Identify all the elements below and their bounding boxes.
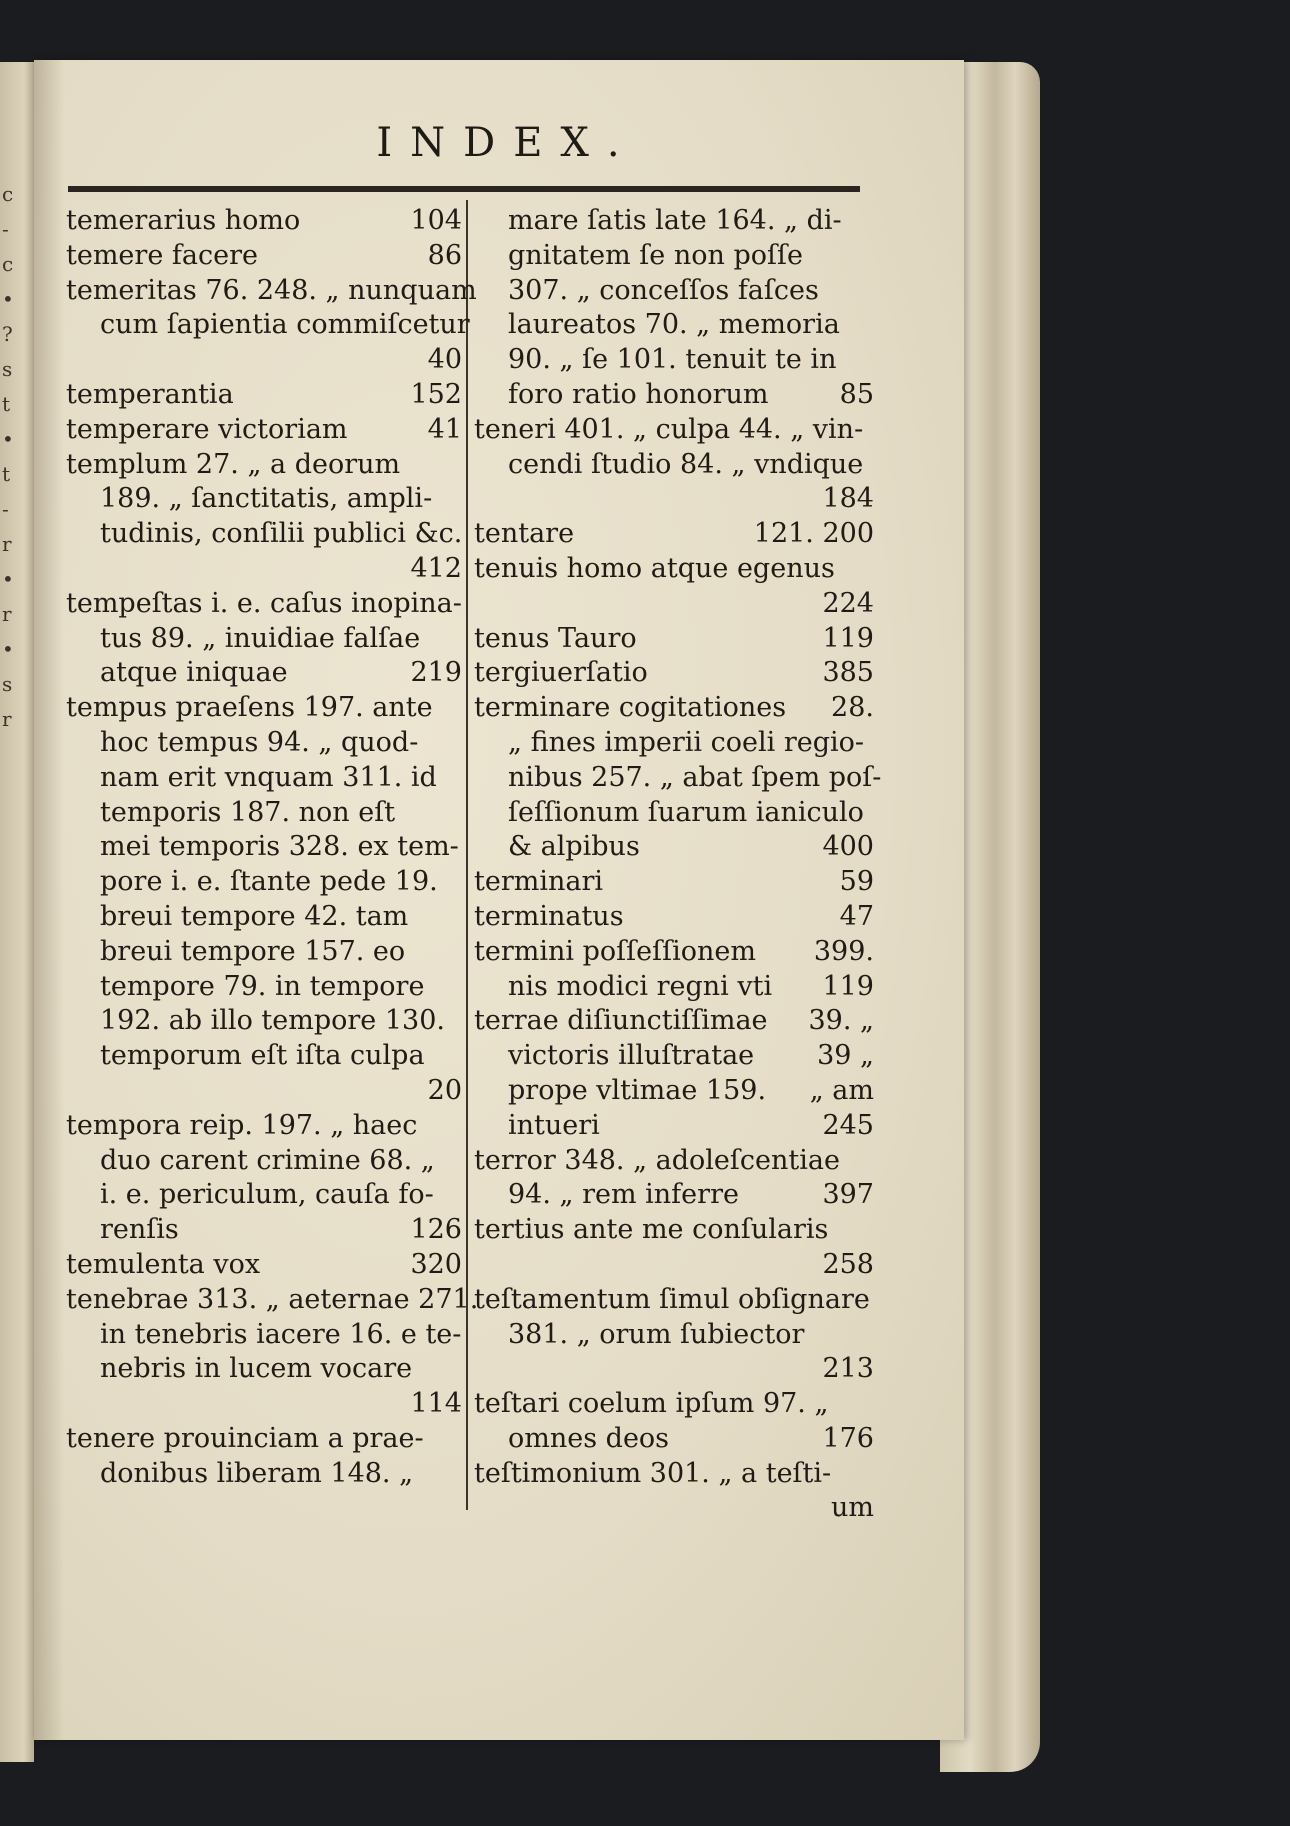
- index-entry-line: [66, 1074, 462, 1109]
- index-entry-line: [66, 587, 462, 622]
- entry-text: omnes deos: [508, 1422, 670, 1454]
- facing-page-letter: s: [2, 672, 13, 696]
- entry-text: tenebrae 313. „ aeternae 271.: [66, 1283, 479, 1315]
- entry-text: donibus liberam 148. „: [100, 1457, 414, 1489]
- entry-text: temerarius homo: [66, 205, 301, 236]
- index-entry-line: [474, 900, 874, 935]
- index-entry-line: [474, 796, 874, 831]
- index-entry-line: [474, 1144, 874, 1179]
- index-entry-line: [474, 726, 874, 761]
- page-reference: 213: [822, 1353, 874, 1385]
- entry-text: teſtimonium 301. „ a teſti-: [474, 1457, 832, 1489]
- entry-text: gnitatem ſe non poſſe: [508, 239, 803, 271]
- index-entry-line: [474, 343, 874, 378]
- header-rule: [68, 186, 860, 192]
- index-entry-line: [474, 1178, 874, 1213]
- index-entry-line: [474, 1109, 874, 1144]
- entry-text: cum ſapientia commiſcetur: [100, 309, 470, 341]
- entry-text: terminare cogitationes: [474, 692, 787, 724]
- entry-text: tus 89. „ inuidiae falſae: [100, 622, 421, 654]
- index-entry-line: [66, 1144, 462, 1179]
- entry-text: terminatus: [474, 900, 624, 932]
- entry-text: nebris in lucem vocare: [100, 1353, 413, 1385]
- page-reference: 258: [822, 1248, 874, 1280]
- entry-text: tertius ante me conſularis: [474, 1214, 829, 1246]
- entry-text: „ fines imperii coeli regio-: [508, 726, 865, 758]
- index-entry-line: [66, 1283, 479, 1318]
- page-reference: 114: [410, 1388, 462, 1420]
- entry-text: laureatos 70. „ memoria: [508, 309, 840, 341]
- index-entry-line: [66, 656, 462, 691]
- entry-text: terrae diſiunctiſſimae: [474, 1005, 768, 1037]
- index-entry-line: [474, 1039, 874, 1074]
- entry-text: temeritas 76. 248. „ nunquam: [66, 274, 477, 306]
- index-entry-line: [474, 970, 874, 1005]
- index-entry-line: [66, 796, 462, 831]
- facing-page-letter: -: [2, 217, 9, 241]
- entry-text: tenere prouinciam a prae-: [66, 1422, 424, 1454]
- page-reference: 126: [410, 1214, 462, 1246]
- index-entry-line: [474, 1491, 874, 1526]
- page-reference: „ am: [809, 1074, 874, 1106]
- index-entry-line: [66, 378, 462, 413]
- entry-text: breui tempore 157. eo: [100, 935, 406, 967]
- page-reference: 121. 200: [753, 518, 874, 550]
- entry-text: terror 348. „ adoleſcentiae: [474, 1144, 840, 1176]
- index-entry-line: [474, 656, 874, 691]
- index-entry-line: [66, 1109, 462, 1144]
- index-entry-line: [474, 1318, 874, 1353]
- page-reference: 400: [822, 831, 874, 863]
- index-entry-line: [474, 552, 874, 587]
- facing-page-letter: •: [2, 287, 14, 311]
- index-entry-line: [66, 1178, 462, 1213]
- index-entry-line: [474, 517, 874, 552]
- index-entry-line: [66, 1248, 462, 1283]
- facing-page-letter: ?: [2, 322, 13, 346]
- page-reference: 39 „: [817, 1040, 874, 1072]
- entry-text: tempore 79. in tempore: [100, 970, 425, 1002]
- index-entry-line: [474, 308, 874, 343]
- entry-text: 381. „ orum ſubiector: [508, 1318, 805, 1350]
- page-reference: 85: [839, 378, 874, 410]
- index-entry-line: [474, 1457, 874, 1492]
- entry-text: tempus praeſens 197. ante: [66, 692, 433, 724]
- page-reference: 412: [410, 552, 462, 584]
- page-reference: 104: [410, 205, 462, 236]
- entry-text: tempora reip. 197. „ haec: [66, 1109, 418, 1141]
- index-entry-line: [474, 830, 874, 865]
- index-entry-line: [66, 830, 462, 865]
- index-entry-line: [474, 761, 882, 796]
- page-reference: 47: [839, 900, 874, 932]
- page-reference: 119: [822, 622, 874, 654]
- page-reference: um: [831, 1492, 874, 1524]
- page-reference: 399.: [813, 935, 874, 967]
- facing-page-letter: -: [2, 497, 9, 521]
- index-entry-line: [66, 761, 462, 796]
- entry-text: termini poſſeſſionem: [474, 935, 756, 967]
- index-entry-line: [474, 865, 874, 900]
- page-reference: 385: [822, 657, 874, 689]
- index-entry-line: [66, 552, 462, 587]
- entry-text: 94. „ rem inferre: [508, 1179, 739, 1211]
- entry-text: tudinis, conſilii publici &c.: [100, 518, 463, 550]
- running-head: INDEX.: [376, 120, 638, 166]
- index-entry-line: [474, 587, 874, 622]
- entry-text: 90. „ ſe 101. tenuit te in: [508, 344, 837, 376]
- index-entry-line: [474, 1283, 874, 1318]
- facing-page-letter: •: [2, 637, 14, 661]
- entry-text: tenus Tauro: [474, 622, 637, 654]
- index-entry-line: [66, 622, 462, 657]
- index-entry-line: [474, 622, 874, 657]
- entry-text: nam erit vnquam 311. id: [100, 761, 437, 793]
- entry-text: tentare: [474, 518, 575, 550]
- entry-text: 192. ab illo tempore 130.: [100, 1005, 445, 1037]
- index-entry-line: [474, 204, 874, 239]
- entry-text: teſtari coelum ipſum 97. „: [474, 1388, 829, 1420]
- entry-text: cendi ſtudio 84. „ vndique: [508, 448, 864, 480]
- index-entry-line: [66, 239, 462, 274]
- entry-text: i. e. periculum, cauſa fo-: [100, 1179, 434, 1211]
- entry-text: temperare victoriam: [66, 413, 348, 445]
- page-reference: 152: [410, 378, 462, 410]
- facing-page-letter: c: [2, 252, 14, 276]
- index-entry-line: [474, 1387, 874, 1422]
- page-reference: 39. „: [808, 1005, 874, 1037]
- index-entry-line: [66, 517, 462, 552]
- page-reference: 40: [427, 344, 462, 376]
- facing-page-letter: •: [2, 567, 14, 591]
- facing-page-letter: t: [2, 392, 11, 416]
- entry-text: nibus 257. „ abat ſpem poſ-: [508, 761, 882, 793]
- entry-text: in tenebris iacere 16. e te-: [100, 1318, 462, 1350]
- gutter-shadow: [34, 60, 64, 1740]
- index-entry-line: [66, 1352, 462, 1387]
- index-entry-line: [66, 900, 462, 935]
- entry-text: temporis 187. non eſt: [100, 796, 396, 828]
- facing-page-letter: •: [2, 427, 14, 451]
- entry-text: temere facere: [66, 239, 258, 271]
- index-entry-line: [474, 448, 874, 483]
- index-entry-line: [474, 413, 874, 448]
- page-reference: 219: [410, 657, 462, 689]
- facing-page-letter: r: [2, 532, 12, 556]
- index-entry-line: [66, 970, 462, 1005]
- page-reference: 86: [427, 239, 462, 271]
- index-entry-line: [474, 1422, 874, 1457]
- page-reference: 59: [839, 866, 874, 898]
- facing-page-letter: c: [2, 182, 14, 206]
- index-entry-line: [474, 274, 874, 309]
- entry-text: ſeſſionum ſuarum ianiculo: [508, 796, 864, 828]
- index-entry-line: [66, 274, 477, 309]
- entry-text: temulenta vox: [66, 1248, 261, 1280]
- index-entry-line: [66, 1387, 462, 1422]
- facing-page-letter: t: [2, 462, 11, 486]
- entry-text: teneri 401. „ culpa 44. „ vin-: [474, 413, 864, 445]
- entry-text: & alpibus: [508, 831, 640, 863]
- entry-text: tempeſtas i. e. caſus inopina-: [66, 587, 462, 619]
- index-entry-line: [66, 448, 462, 483]
- entry-text: tenuis homo atque egenus: [474, 552, 835, 584]
- entry-text: pore i. e. ſtante pede 19.: [100, 866, 438, 898]
- index-entry-line: [66, 308, 470, 343]
- index-entry-line: [474, 378, 874, 413]
- entry-text: tergiuerſatio: [474, 657, 648, 689]
- index-entry-line: [474, 935, 874, 970]
- index-entry-line: [66, 1039, 462, 1074]
- page-reference: 245: [822, 1109, 874, 1141]
- index-entry-line: [66, 1422, 462, 1457]
- entry-text: breui tempore 42. tam: [100, 900, 409, 932]
- entry-text: hoc tempus 94. „ quod-: [100, 726, 419, 758]
- index-entry-line: [474, 1213, 874, 1248]
- entry-text: 307. „ conceſſos faſces: [508, 274, 819, 306]
- index-entry-line: [474, 482, 874, 517]
- index-entry-line: [66, 1318, 462, 1353]
- entry-text: terminari: [474, 866, 604, 898]
- page-reference: 184: [822, 483, 874, 515]
- entry-text: foro ratio honorum: [508, 378, 769, 410]
- index-entry-line: [474, 1248, 874, 1283]
- page-reference: 28.: [831, 692, 874, 724]
- page-reference: 320: [410, 1248, 462, 1280]
- entry-text: teſtamentum ſimul obſignare: [474, 1283, 870, 1315]
- index-entry-line: [66, 865, 462, 900]
- index-entry-line: [66, 1457, 462, 1492]
- index-entry-line: [474, 1352, 874, 1387]
- entry-text: intueri: [508, 1109, 600, 1141]
- index-entry-line: [474, 1074, 874, 1109]
- facing-page-letter: s: [2, 357, 13, 381]
- entry-text: temporum eſt iſta culpa: [100, 1040, 425, 1072]
- index-column-right: [474, 204, 882, 1526]
- index-entry-line: [66, 482, 462, 517]
- page-reference: 224: [822, 587, 874, 619]
- index-entry-line: [66, 1213, 462, 1248]
- page-reference: 41: [427, 413, 462, 445]
- entry-text: nis modici regni vti: [508, 970, 773, 1002]
- index-entry-line: [66, 413, 462, 448]
- page-reference: 176: [822, 1422, 874, 1454]
- entry-text: mei temporis 328. ex tem-: [100, 831, 459, 863]
- page-reference: 20: [427, 1074, 462, 1106]
- index-entry-line: [474, 1004, 874, 1039]
- index-column-left: [66, 204, 479, 1491]
- entry-text: prope vltimae 159.: [508, 1074, 767, 1106]
- entry-text: renſis: [100, 1214, 179, 1246]
- index-entry-line: [474, 691, 874, 726]
- index-entry-line: [66, 935, 462, 970]
- index-entry-line: [66, 726, 462, 761]
- entry-text: atque iniquae: [100, 657, 288, 689]
- page-reference: 119: [822, 970, 874, 1002]
- facing-page-letter: r: [2, 602, 12, 626]
- index-entry-line: [66, 343, 462, 378]
- entry-text: duo carent crimine 68. „: [100, 1144, 435, 1176]
- entry-text: temperantia: [66, 378, 234, 410]
- index-entry-line: [66, 691, 462, 726]
- entry-text: victoris illuſtratae: [508, 1040, 755, 1072]
- entry-text: mare ſatis late 164. „ di-: [508, 205, 842, 236]
- page-reference: 397: [822, 1179, 874, 1211]
- index-entry-line: [66, 204, 462, 239]
- entry-text: 189. „ ſanctitatis, ampli-: [100, 483, 433, 515]
- index-entry-line: [474, 239, 874, 274]
- facing-page-letter: r: [2, 707, 12, 731]
- entry-text: templum 27. „ a deorum: [66, 448, 401, 480]
- facing-page-edge: [0, 62, 34, 1762]
- index-entry-line: [66, 1004, 462, 1039]
